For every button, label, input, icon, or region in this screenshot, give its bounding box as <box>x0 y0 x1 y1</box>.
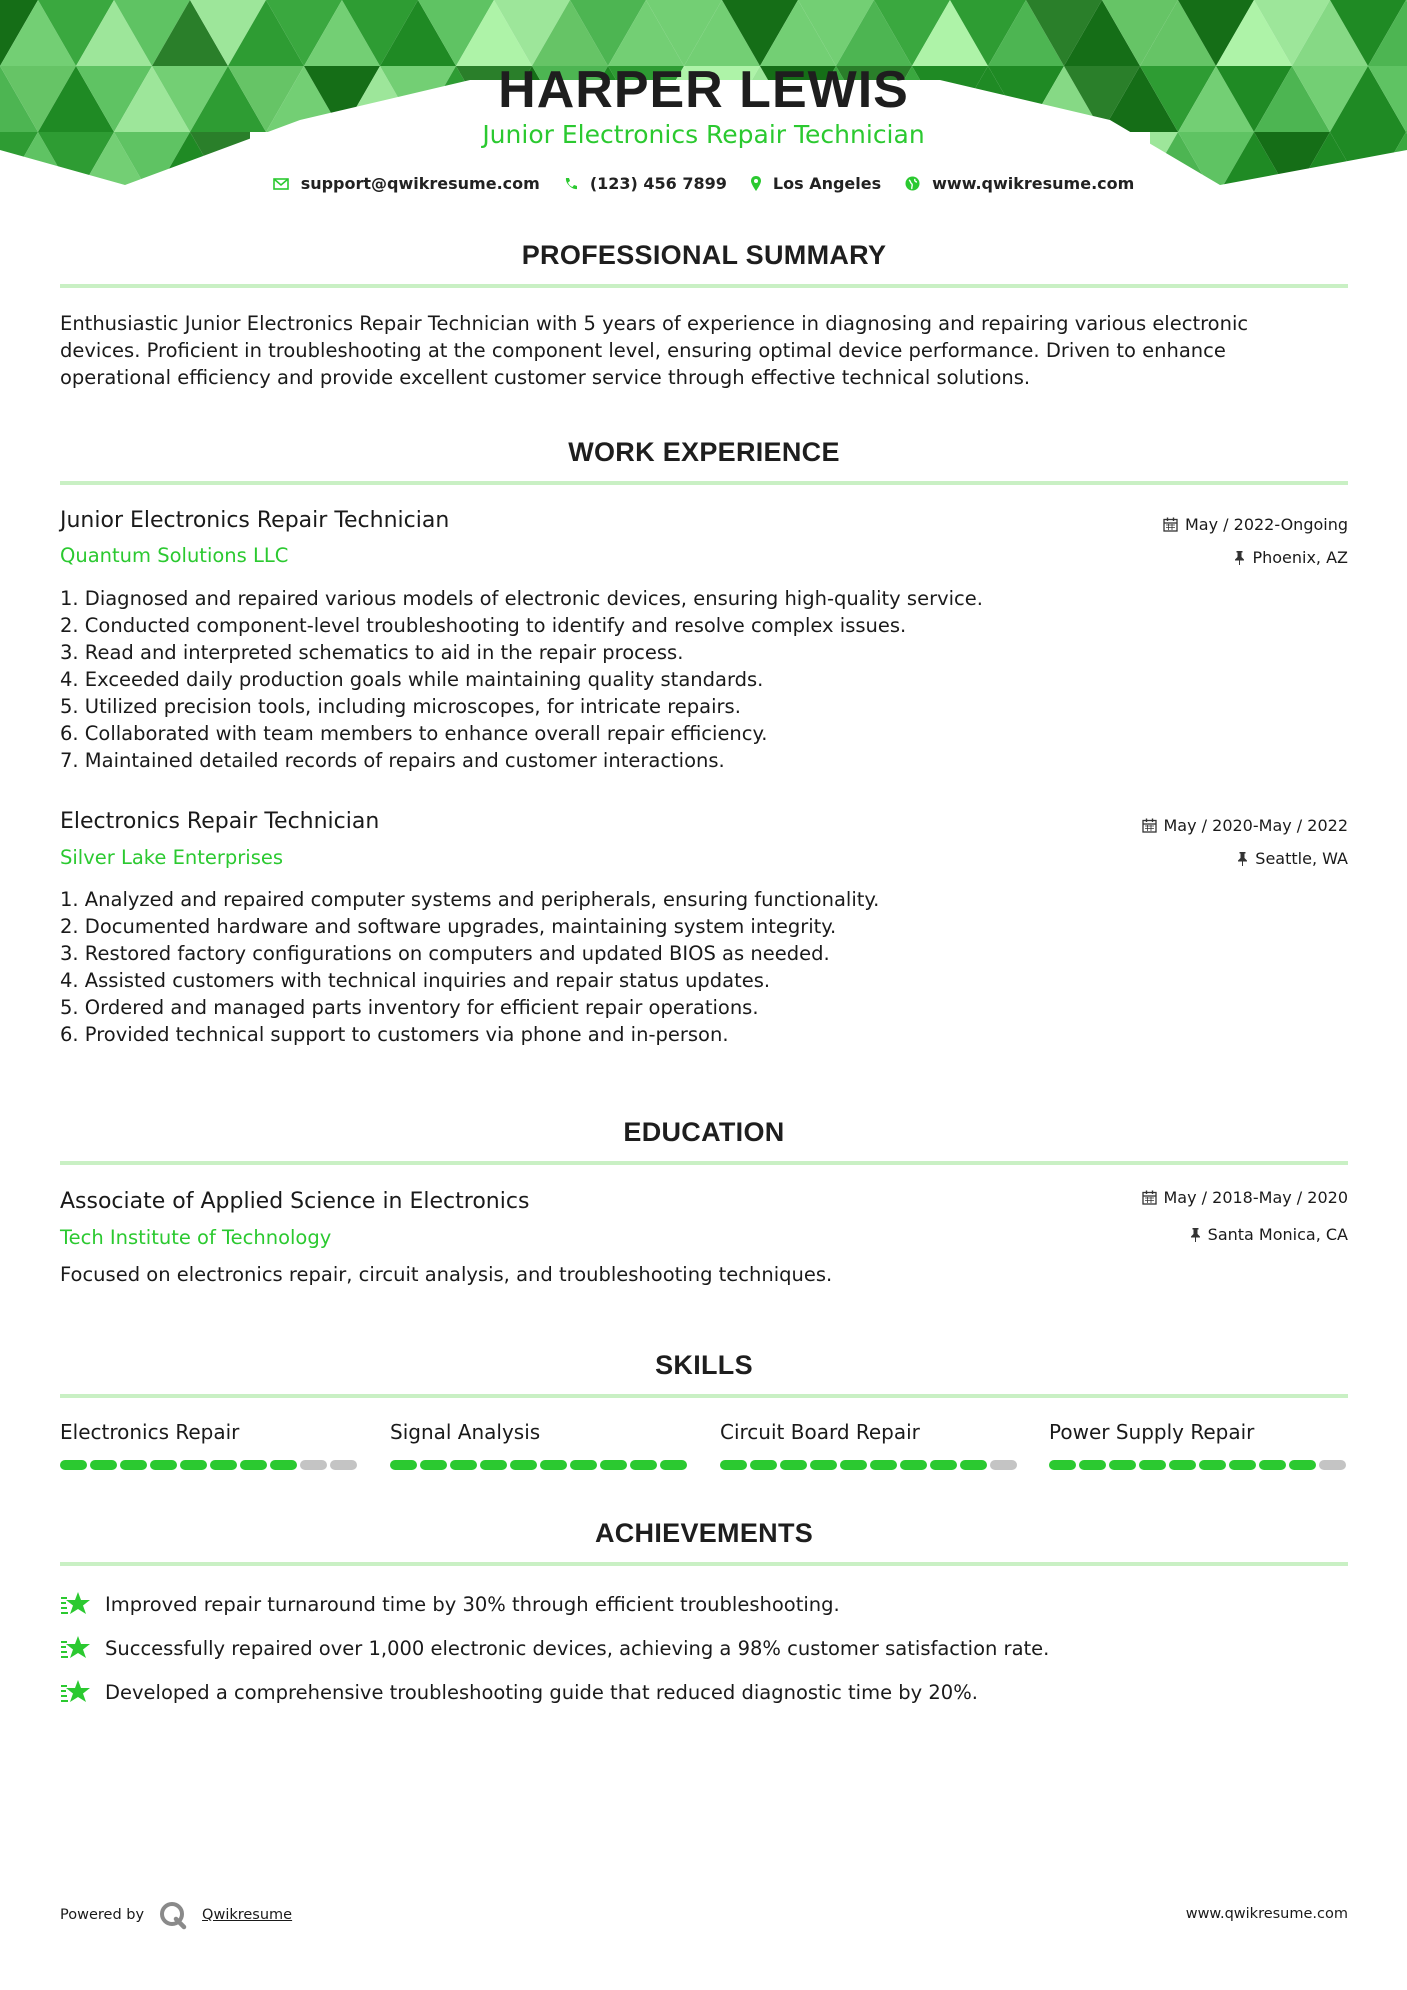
skill-level-segment <box>300 1460 327 1470</box>
education-school: Tech Institute of Technology <box>60 1226 332 1249</box>
map-pin-icon <box>751 176 761 191</box>
skill-level-segment <box>570 1460 597 1470</box>
job-company: Silver Lake Enterprises <box>60 846 284 869</box>
skill-name: Power Supply Repair <box>1049 1420 1255 1444</box>
calendar-icon <box>1142 818 1157 833</box>
job-location <box>1237 849 1348 868</box>
skill-level-bar <box>720 1460 1020 1470</box>
skill-level-segment <box>60 1460 87 1470</box>
skill-level-segment <box>660 1460 687 1470</box>
qwikresume-logo-icon <box>158 1900 188 1930</box>
skill-level-segment <box>510 1460 537 1470</box>
skill-level-segment <box>960 1460 987 1470</box>
list-item: 1. Diagnosed and repaired various models of electronic devices, ensuring high-quality service. <box>60 587 983 610</box>
star-icon <box>60 1678 93 1706</box>
skill-level-segment <box>180 1460 207 1470</box>
list-item: 7. Maintained detailed records of repairs and customer interactions. <box>60 749 725 772</box>
phone-text: (123) 456 7899 <box>589 174 727 193</box>
skill-level-segment <box>630 1460 657 1470</box>
list-item: 2. Conducted component-level troubleshooting to identify and resolve complex issues. <box>60 614 907 637</box>
job-role: Electronics Repair Technician <box>60 809 380 834</box>
phone-icon <box>564 177 578 191</box>
contact-location <box>751 174 881 193</box>
achievement-item <box>60 1590 840 1618</box>
summary-text <box>60 310 1350 391</box>
calendar-icon <box>1163 517 1178 532</box>
skill-level-segment <box>810 1460 837 1470</box>
experience-divider <box>60 481 1348 485</box>
pushpin-icon <box>1234 551 1245 565</box>
skill-level-segment <box>720 1460 747 1470</box>
skill-level-bar <box>1049 1460 1349 1470</box>
skill-level-segment <box>780 1460 807 1470</box>
education-dates-text: May / 2018-May / 2020 <box>1163 1188 1348 1207</box>
skill-level-segment <box>90 1460 117 1470</box>
skill-level-bar <box>390 1460 690 1470</box>
skill-level-segment <box>120 1460 147 1470</box>
achievement-text: Successfully repaired over 1,000 electronic devices, achieving a 98% customer satisfaction rate. <box>105 1636 1050 1660</box>
skill-level-segment <box>1049 1460 1076 1470</box>
summary-line: operational efficiency and provide excellent customer service through effective technical solutions. <box>60 366 1031 389</box>
skill-level-segment <box>390 1460 417 1470</box>
education-location-text: Santa Monica, CA <box>1207 1225 1348 1244</box>
skill-name: Circuit Board Repair <box>720 1420 920 1444</box>
achievement-item <box>60 1634 1049 1662</box>
job-bullets <box>60 886 1340 1048</box>
achievement-item <box>60 1678 978 1706</box>
skill-level-segment <box>150 1460 177 1470</box>
skill-name: Signal Analysis <box>390 1420 541 1444</box>
job-dates-text: May / 2022-Ongoing <box>1185 515 1348 534</box>
skill-level-segment <box>1169 1460 1196 1470</box>
skill-level-segment <box>270 1460 297 1470</box>
job-dates <box>1142 816 1349 835</box>
skill-level-segment <box>870 1460 897 1470</box>
skill-item <box>720 1420 1020 1470</box>
location-text: Los Angeles <box>772 174 882 193</box>
skill-level-segment <box>1259 1460 1286 1470</box>
education-heading: EDUCATION <box>623 1117 785 1147</box>
job-dates <box>1163 515 1348 534</box>
job-company: Quantum Solutions LLC <box>60 544 289 567</box>
powered-by-label: Powered by <box>60 1907 145 1923</box>
skill-level-segment <box>990 1460 1017 1470</box>
skill-level-segment <box>480 1460 507 1470</box>
education-location <box>1190 1225 1348 1244</box>
skill-level-segment <box>1319 1460 1346 1470</box>
contact-website[interactable] <box>905 174 1134 193</box>
list-item: 1. Analyzed and repaired computer systems and peripherals, ensuring functionality. <box>60 888 880 911</box>
education-dates <box>1142 1188 1349 1207</box>
list-item: 3. Restored factory configurations on computers and updated BIOS as needed. <box>60 942 830 965</box>
candidate-name: HARPER LEWIS <box>498 61 909 119</box>
pushpin-icon <box>1190 1228 1201 1242</box>
skill-level-bar <box>60 1460 360 1470</box>
skill-level-segment <box>540 1460 567 1470</box>
skill-level-segment <box>210 1460 237 1470</box>
job-location <box>1234 548 1348 567</box>
contact-phone[interactable] <box>564 174 727 193</box>
skill-level-segment <box>1109 1460 1136 1470</box>
skill-level-segment <box>900 1460 927 1470</box>
pushpin-icon <box>1237 852 1248 866</box>
skill-level-segment <box>240 1460 267 1470</box>
qwikresume-link[interactable]: Qwikresume <box>202 1907 293 1923</box>
summary-heading: PROFESSIONAL SUMMARY <box>521 240 887 270</box>
globe-icon <box>905 176 920 191</box>
skills-divider <box>60 1394 1348 1398</box>
contact-bar <box>0 174 1407 193</box>
list-item: 5. Ordered and managed parts inventory for efficient repair operations. <box>60 996 759 1019</box>
job-bullets <box>60 585 1340 774</box>
summary-line: Enthusiastic Junior Electronics Repair Technician with 5 years of experience in diagnosing and repairing various electronic <box>60 312 1249 335</box>
achievements-divider <box>60 1562 1348 1566</box>
skill-level-segment <box>750 1460 777 1470</box>
skill-item <box>1049 1420 1349 1470</box>
education-divider <box>60 1161 1348 1165</box>
skill-level-segment <box>930 1460 957 1470</box>
experience-heading: WORK EXPERIENCE <box>568 437 840 467</box>
footer-website[interactable]: www.qwikresume.com <box>1185 1906 1348 1922</box>
list-item: 6. Provided technical support to customers via phone and in-person. <box>60 1023 729 1046</box>
list-item: 4. Exceeded daily production goals while maintaining quality standards. <box>60 668 764 691</box>
calendar-icon <box>1142 1190 1157 1205</box>
list-item: 2. Documented hardware and software upgrades, maintaining system integrity. <box>60 915 837 938</box>
education-description: Focused on electronics repair, circuit analysis, and troubleshooting techniques. <box>60 1263 833 1286</box>
summary-divider <box>60 284 1348 288</box>
job-role: Junior Electronics Repair Technician <box>60 508 450 533</box>
skill-level-segment <box>1289 1460 1316 1470</box>
skill-level-segment <box>330 1460 357 1470</box>
email-text: support@qwikresume.com <box>300 174 540 193</box>
skill-level-segment <box>1139 1460 1166 1470</box>
achievement-text: Developed a comprehensive troubleshooting guide that reduced diagnostic time by 20%. <box>105 1680 978 1704</box>
education-degree: Associate of Applied Science in Electronics <box>60 1189 530 1214</box>
job-location-text: Phoenix, AZ <box>1252 548 1348 567</box>
skill-item <box>60 1420 360 1470</box>
skill-level-segment <box>600 1460 627 1470</box>
achievements-heading: ACHIEVEMENTS <box>594 1518 814 1548</box>
skill-level-segment <box>420 1460 447 1470</box>
skill-level-segment <box>840 1460 867 1470</box>
skill-level-segment <box>450 1460 477 1470</box>
star-icon <box>60 1634 93 1662</box>
skill-level-segment <box>1199 1460 1226 1470</box>
skill-name: Electronics Repair <box>60 1420 240 1444</box>
job-dates-text: May / 2020-May / 2022 <box>1163 816 1348 835</box>
summary-line: devices. Proficient in troubleshooting at the component level, ensuring optimal device performance. Driven to enhance <box>60 339 1226 362</box>
skill-item <box>390 1420 690 1470</box>
footer-powered-by <box>60 1900 292 1930</box>
website-text: www.qwikresume.com <box>932 174 1135 193</box>
contact-email[interactable] <box>273 174 540 193</box>
star-icon <box>60 1590 93 1618</box>
list-item: 4. Assisted customers with technical inquiries and repair status updates. <box>60 969 771 992</box>
skills-heading: SKILLS <box>655 1350 753 1380</box>
job-location-text: Seattle, WA <box>1255 849 1348 868</box>
skill-level-segment <box>1079 1460 1106 1470</box>
candidate-title: Junior Electronics Repair Technician <box>482 120 925 149</box>
skill-level-segment <box>1229 1460 1256 1470</box>
list-item: 3. Read and interpreted schematics to aid in the repair process. <box>60 641 684 664</box>
envelope-icon <box>273 178 289 190</box>
list-item: 6. Collaborated with team members to enhance overall repair efficiency. <box>60 722 768 745</box>
list-item: 5. Utilized precision tools, including microscopes, for intricate repairs. <box>60 695 741 718</box>
achievement-text: Improved repair turnaround time by 30% through efficient troubleshooting. <box>105 1592 840 1616</box>
